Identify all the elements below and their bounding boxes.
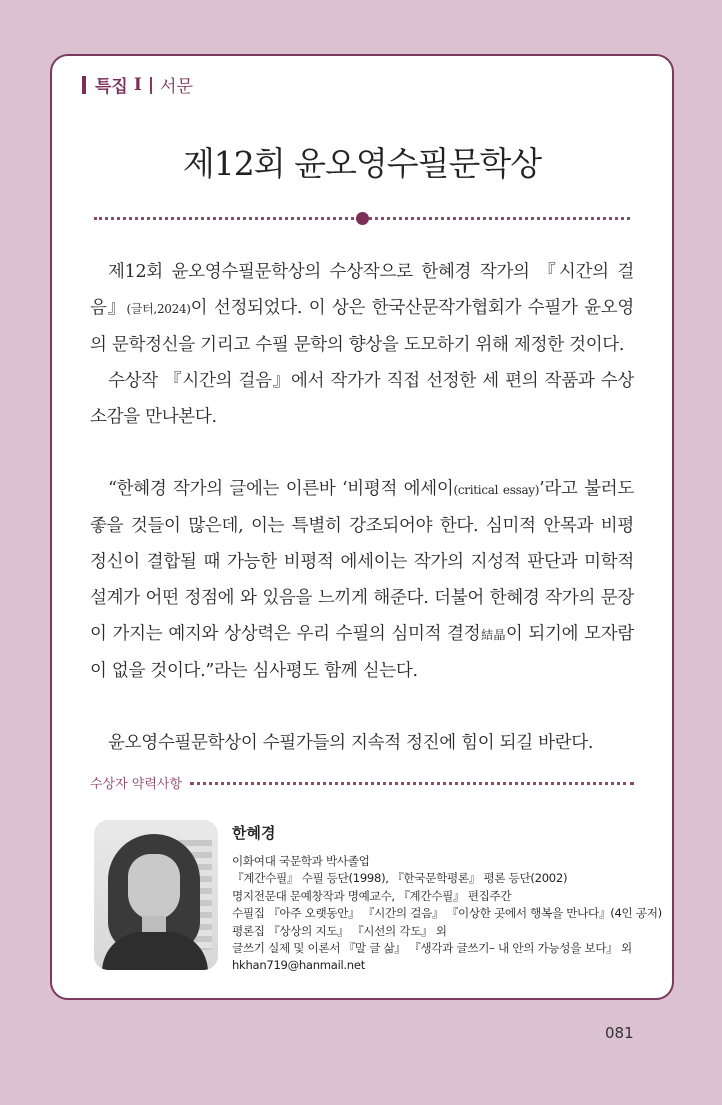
profile-line: 평론집 『상상의 지도』 『시선의 각도』 외 xyxy=(232,923,447,938)
section-category: 서문 xyxy=(160,77,193,97)
paragraph-1-publisher: (글터,2024) xyxy=(126,302,191,316)
profile-line: 이화여대 국문학과 박사졸업 xyxy=(232,854,370,868)
author-photo xyxy=(94,820,218,970)
section-roman: I xyxy=(133,74,142,95)
profile-heading xyxy=(90,772,634,792)
profile-line: 수필집 『아주 오랫동안』 『시간의 걸음』 『이상한 곳에서 행복을 만나다』(4인 공저) xyxy=(232,906,662,921)
paragraph-1-text-a: 제12회 윤오영수필문학상의 수상작으로 한혜경 작가의 『시간의 걸음』 xyxy=(90,262,634,318)
author-profile xyxy=(232,822,660,975)
title-divider xyxy=(94,213,630,223)
paragraph-3-text-c: 이 되기에 모자람이 없을 것이다.”라는 심사평도 함께 싣는다. xyxy=(90,624,634,681)
section-separator: | xyxy=(147,74,155,95)
paragraph-1-text-b: 이 선정되었다. 이 상은 한국산문작가협회가 수필가 윤오영의 문학정신을 기리고 수필 문학의 향상을 도모하기 위해 제정한 것이다. xyxy=(90,298,634,355)
section-bar xyxy=(82,76,86,94)
paragraph-1 xyxy=(90,254,634,363)
paragraph-4: 윤오영수필문학상이 수필가들의 지속적 정진에 힘이 되길 바란다. xyxy=(108,733,594,753)
paragraph-3-text-b: ’라고 불러도 좋을 것들이 많은데, 이는 특별히 강조되어야 한다. 심미적 안목과 비평 정신이 결합될 때 가능한 비평적 에세이는 작가의 지성적 판단과 미학적 설계가 어떤 정점에 와 있음을 느끼게 해준다. 더불어 한혜경 작가의 문장이 가지는 예지와 상상력은 우리 수필의 심미적 결정 xyxy=(90,479,634,644)
profile-line: 글쓰기 실제 및 이론서 『말 글 삶』 『생각과 글쓰기– 내 안의 가능성을 보다』 외 xyxy=(232,941,632,956)
photo-face xyxy=(128,854,180,920)
page-number: 081 xyxy=(605,1024,634,1042)
author-name: 한혜경 xyxy=(232,824,276,842)
article-card xyxy=(50,54,674,1000)
paragraph-3-text-a: “한혜경 작가의 글에는 이른바 ‘비평적 에세이 xyxy=(108,479,454,499)
section-tag xyxy=(82,72,193,97)
section-label: 특집 xyxy=(95,77,128,97)
profile-heading-label: 수상자 약력사항 xyxy=(90,776,183,792)
profile-line: 『계간수필』 수필 등단(1998), 『한국문학평론』 평론 등단(2002) xyxy=(232,871,568,886)
paragraph-3-hanja: 結晶 xyxy=(480,628,506,642)
author-email[interactable]: hkhan719@hanmail.net xyxy=(232,958,365,973)
profile-line: 명지전문대 문예창작과 명예교수, 『계간수필』 편집주간 xyxy=(232,888,512,903)
paragraph-2: 수상작 『시간의 걸음』에서 작가가 직접 선정한 세 편의 작품과 수상 소감을 만나본다. xyxy=(90,371,634,427)
profile-heading-dots xyxy=(190,782,634,785)
paragraph-3-critical-essay: (critical essay) xyxy=(453,483,540,497)
page-title: 제12회 윤오영수필문학상 xyxy=(182,144,542,183)
divider-center-dot xyxy=(356,212,369,225)
paragraph-3 xyxy=(90,471,634,689)
article-body xyxy=(90,254,634,761)
